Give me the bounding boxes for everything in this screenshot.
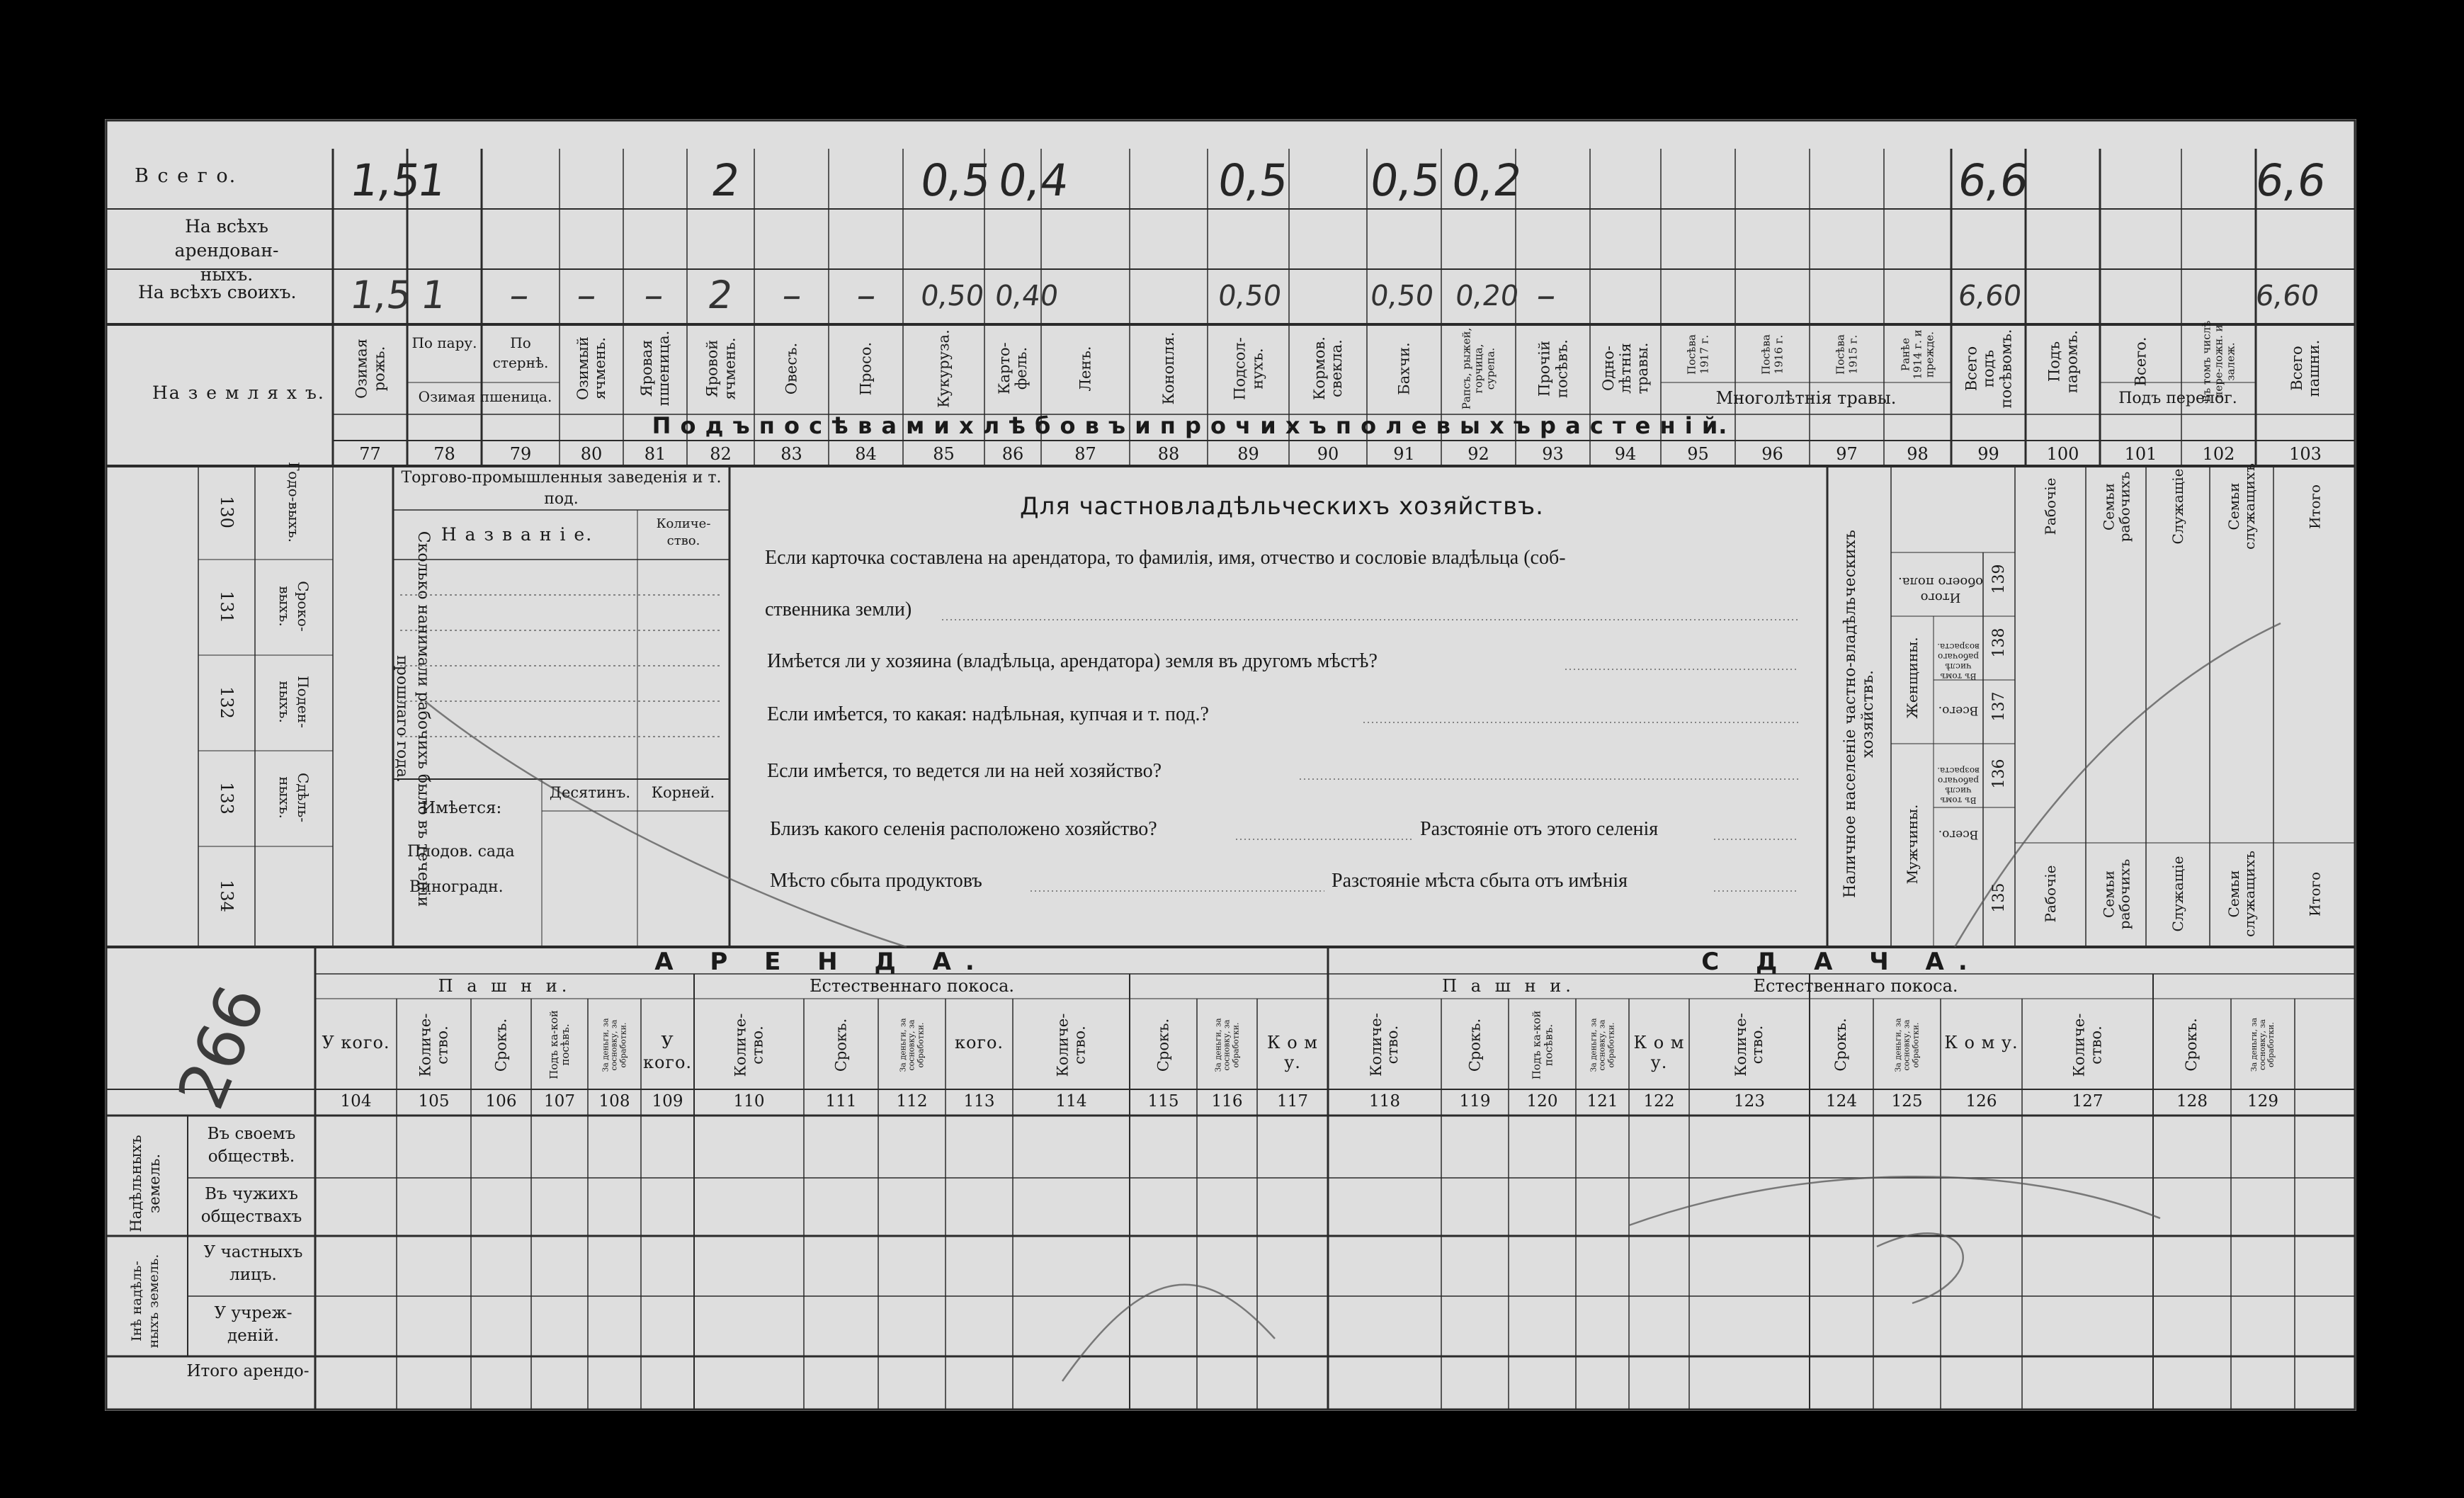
workers-row-label: Сдѣль-ныхъ.: [276, 772, 312, 822]
crop-col-number: 79: [509, 444, 532, 464]
lease-col-number: 129: [2247, 1092, 2278, 1111]
arenda-banner: А Р Е Н Д А.: [654, 948, 989, 976]
total-leased-label: Итого арендо-: [186, 1362, 310, 1380]
crop-col-label: Въ томъ числѣ пере-ложн. и залеж.: [2199, 320, 2237, 402]
workers-vertical-label: Сколько нанимали рабочихъ было въ теченіи прошлаго года.: [393, 530, 432, 907]
lease-col-number: 128: [2176, 1092, 2208, 1111]
lease-col-header: За деньги, за сосновку, за обработки.: [898, 1017, 925, 1072]
crop-col-label: Просо.: [857, 341, 875, 395]
lease-col-number: 106: [485, 1092, 517, 1111]
winter-wheat-label: Озимая пшеница.: [418, 388, 552, 405]
crop-col-number: 93: [1542, 444, 1564, 464]
handwritten-own-value: –: [506, 273, 533, 317]
crop-col-number: 96: [1761, 444, 1783, 464]
side-handwritten-number: 266: [163, 975, 280, 1119]
crop-col-number: 101: [2124, 444, 2157, 464]
crop-col-number: 88: [1157, 444, 1180, 464]
row-label-own: На всѣхъ своихъ.: [138, 282, 297, 302]
lease-col-header: Количе-ство.: [732, 1013, 766, 1077]
lease-col-number: 114: [1055, 1092, 1087, 1111]
handwritten-total-value: 0,5: [1214, 154, 1292, 206]
population-row-number: 139: [1990, 564, 2008, 594]
population-col-header: Рабочіе: [2042, 865, 2059, 923]
population-sub-label: Въ томъ числѣ рабочаго возраста.: [1937, 642, 1980, 681]
crop-col-label: Озимая рожь.: [353, 338, 387, 399]
question-market: Мѣсто сбыта продуктовъ: [770, 870, 982, 892]
question-farming: Если имѣется, то ведется ли на ней хозяйство?: [767, 760, 1162, 782]
question-market-dist: Разстояніе мѣста сбыта отъ имѣнія: [1332, 870, 1628, 892]
population-col-header: Семьи рабочихъ: [2099, 858, 2133, 929]
crop-col-label: Ранѣе 1914 г. и прежде.: [1898, 329, 1936, 380]
crop-col-number: 81: [644, 444, 666, 464]
population-col-header: Семьи служащихъ: [2225, 463, 2258, 550]
crop-col-label: Посѣва 1917 г.: [1685, 334, 1710, 375]
allot-lands-label: Надѣльныхъ земель.: [127, 1135, 163, 1232]
lease-col-number: 107: [544, 1092, 575, 1111]
private-title: Для частновладѣльческихъ хозяйствъ.: [1020, 492, 1544, 521]
crop-col-label: Одно-лѣтнія травы.: [1599, 342, 1652, 395]
fallow-label: Подъ перелог.: [2118, 390, 2237, 407]
lease-col-number: 120: [1526, 1092, 1558, 1111]
handwritten-own-value: 6,60: [2253, 280, 2322, 312]
handwritten-total-value: 2: [708, 154, 744, 206]
population-col-header: Служащіе: [2169, 468, 2186, 545]
lease-col-number: 113: [963, 1092, 995, 1111]
crop-col-number: 90: [1317, 444, 1339, 464]
workers-row-number: 130: [217, 496, 237, 528]
lease-col-header: За деньги, за сосновку, за обработки.: [2249, 1017, 2276, 1072]
population-both-total: Итого обоего пола.: [1898, 574, 1983, 605]
crop-col-label: Посѣва 1915 г.: [1834, 334, 1859, 375]
trade-qty-header: Количе-ство.: [656, 516, 711, 548]
population-sub-label: Всего.: [1938, 703, 1979, 717]
crop-col-number: 78: [433, 444, 455, 464]
lease-col-number: 112: [896, 1092, 928, 1111]
lease-col-number: 116: [1211, 1092, 1243, 1111]
crop-col-label: Прочій посѣвъ.: [1535, 339, 1570, 398]
crop-col-number: 103: [2289, 444, 2322, 464]
question-village-dist: Разстояніе отъ этого селенія: [1420, 818, 1659, 840]
lease-arable: П а ш н и.: [438, 976, 572, 996]
crop-col-number: 82: [710, 444, 732, 464]
crop-col-number: 86: [1001, 444, 1024, 464]
crop-col-label: Озимый ячмень.: [574, 336, 608, 400]
other-community-label: Въ чужихъ обществахъ: [200, 1185, 302, 1226]
trade-title: Торгово-промышленныя заведенія и т. под.: [401, 469, 722, 508]
handwritten-own-value: 0,50: [1215, 280, 1284, 312]
handwritten-total-value: 6,6: [2252, 154, 2329, 206]
question-other-land: Имѣется ли у хозяина (владѣльца, арендатора) земля въ другомъ мѣстѣ?: [767, 650, 1378, 672]
handwritten-own-value: –: [574, 273, 600, 317]
crop-col-label: Ленъ.: [1077, 346, 1094, 391]
crop-col-number: 98: [1907, 444, 1929, 464]
lease-col-header: Срокъ.: [1154, 1018, 1171, 1072]
handwritten-own-value: –: [779, 273, 805, 317]
sublet-meadow: Естественнаго покоса.: [1753, 976, 1958, 996]
handwritten-total-value: 1,5: [346, 154, 424, 206]
lease-col-header: К о м у.: [1267, 1033, 1318, 1072]
lease-col-number: 123: [1734, 1092, 1765, 1111]
women-label: Женщины.: [1904, 637, 1921, 719]
population-col-header: Итого: [2305, 871, 2323, 917]
handwritten-own-value: 0,50: [918, 280, 987, 312]
lease-col-number: 127: [2072, 1092, 2104, 1111]
workers-row-label: Сроко-выхъ.: [276, 580, 312, 632]
lease-col-header: Подъ ка-кой посѣвъ.: [547, 1010, 572, 1079]
handwritten-own-value: 1,5: [347, 273, 415, 317]
handwritten-own-value: 0,50: [1368, 280, 1436, 312]
crop-col-number: 85: [933, 444, 955, 464]
lease-col-header: кого.: [954, 1033, 1004, 1052]
lease-col-header: Количе-ство.: [1732, 1013, 1766, 1077]
crop-col-label: Подсол-нухъ.: [1231, 336, 1266, 400]
population-col-header: Семьи служащихъ: [2225, 851, 2258, 937]
lease-col-number: 119: [1459, 1092, 1491, 1111]
lease-col-header: Срокъ.: [1832, 1018, 1850, 1072]
crop-col-label: Всего пашни.: [2288, 339, 2322, 397]
lease-col-header: К о м у.: [1633, 1033, 1685, 1072]
workers-row-number: 133: [217, 781, 237, 815]
crop-col-number: 87: [1074, 444, 1096, 464]
lease-col-number: 125: [1891, 1092, 1923, 1111]
population-col-header: Итого: [2305, 484, 2323, 529]
lease-col-header: К о м у.: [1944, 1033, 2019, 1052]
crop-col-label: Подъ паромъ.: [2045, 329, 2080, 393]
crop-col-number: 83: [780, 444, 802, 464]
population-sub-label: Всего.: [1938, 827, 1979, 841]
population-col-header: Служащіе: [2169, 856, 2186, 932]
lease-meadow: Естественнаго покоса.: [809, 976, 1015, 996]
men-label: Мужчины.: [1904, 804, 1921, 885]
population-row-number: 135: [1990, 883, 2008, 913]
institutions-label: У учреж-деній.: [214, 1304, 293, 1345]
workers-row-number: 131: [217, 590, 237, 623]
lease-col-header: Количе-ство.: [416, 1013, 450, 1077]
crop-col-label: Яровая пшеница.: [637, 330, 672, 407]
crop-col-label: Всего подъ посѣвомъ.: [1963, 329, 2014, 408]
crop-col-number: 77: [359, 444, 381, 464]
orchards-label: Плодов. сада: [407, 843, 515, 861]
crop-col-label: Рапсъ, рыжей, горчица, сурепа.: [1459, 327, 1497, 409]
handwritten-own-value: –: [641, 273, 667, 317]
crop-col-label: Бахчи.: [1395, 341, 1413, 395]
other-lands-label: Інѣ надѣль-ныхъ земель.: [129, 1254, 161, 1349]
handwritten-own-value: 0,20: [1453, 280, 1521, 312]
lease-col-header: Срокъ.: [492, 1018, 509, 1072]
handwritten-own-value: 0,40: [992, 280, 1061, 312]
handwritten-total-value: 0,4: [994, 154, 1072, 206]
question-land-type: Если имѣется, то какая: надѣльная, купчая и т. под.?: [767, 703, 1209, 725]
lease-col-number: 111: [825, 1092, 857, 1111]
crop-col-label: Овесъ.: [783, 342, 800, 395]
lease-col-header: Количе-ство.: [2070, 1013, 2104, 1077]
crop-col-label: Карто-фель.: [995, 342, 1030, 395]
crop-col-number: 95: [1687, 444, 1709, 464]
population-col-header: Семьи рабочихъ: [2099, 471, 2133, 542]
lease-col-header: За деньги, за сосновку, за обработки.: [1589, 1017, 1616, 1072]
lease-col-number: 118: [1369, 1092, 1400, 1111]
lease-col-header: Количе-ство.: [1054, 1013, 1088, 1077]
desyat-header: Десятинъ.: [549, 784, 631, 801]
crop-col-label: Кукуруза.: [935, 329, 953, 408]
lease-col-number: 110: [733, 1092, 765, 1111]
workers-row-number: 134: [217, 880, 237, 912]
question-owner-cont: ственника земли): [765, 598, 912, 620]
lease-col-header: За деньги, за сосновку, за обработки.: [1213, 1017, 1240, 1072]
workers-row-label: Поден-ныхъ.: [276, 675, 312, 728]
population-row-number: 137: [1990, 691, 2008, 722]
lease-col-header: Срокъ.: [831, 1018, 849, 1072]
population-vertical-label: Наличное населеніе частно-владѣльческихъ хозяйствъ.: [1841, 530, 1877, 898]
lease-col-number: 109: [652, 1092, 683, 1111]
handwritten-own-value: 6,60: [1955, 280, 2024, 312]
lease-col-number: 105: [418, 1092, 450, 1111]
sublet-arable: П а ш н и.: [1442, 976, 1575, 996]
crop-col-label: Яровой ячмень.: [703, 337, 738, 399]
lease-col-number: 126: [1965, 1092, 1997, 1111]
sdacha-banner: С Д А Ч А.: [1701, 948, 1982, 976]
lease-col-number: 108: [598, 1092, 630, 1111]
handwritten-own-value: –: [853, 273, 880, 317]
crop-col-number: 100: [2046, 444, 2079, 464]
crop-col-label: Всего.: [2132, 336, 2150, 386]
handwritten-own-value: 1: [418, 273, 449, 317]
lease-col-header: Срокъ.: [2183, 1018, 2201, 1072]
handwritten-own-value: –: [1533, 273, 1560, 317]
crop-col-number: 80: [580, 444, 603, 464]
population-row-number: 138: [1990, 628, 2008, 658]
crop-col-number: 97: [1836, 444, 1858, 464]
has-label: Имѣется:: [421, 799, 502, 817]
perennial-label: Многолѣтнія травы.: [1715, 388, 1897, 408]
row-label-total: В с е г о.: [135, 165, 237, 187]
handwritten-total-value: 1: [414, 154, 450, 206]
own-community-label: Въ своемъ обществѣ.: [207, 1125, 296, 1166]
handwritten-own-value: 2: [705, 273, 736, 317]
lease-col-header: Подъ ка-кой посѣвъ.: [1530, 1010, 1555, 1079]
handwritten-total-value: 0,2: [1448, 154, 1526, 206]
workers-row-number: 132: [217, 686, 237, 719]
under-crops-banner: П о д ъ п о с ѣ в а м и х л ѣ б о в ъ и п р о ч и х ъ п о л е в ы х ъ р а с т е н і й.: [652, 412, 1728, 439]
handwritten-total-value: 6,6: [1954, 154, 2032, 206]
lease-col-header: У кого.: [322, 1033, 390, 1052]
row-label-rented: На всѣхъ арендован- ныхъ.: [174, 216, 279, 285]
crop-col-label: Посѣва 1916 г.: [1759, 334, 1785, 375]
crop-col-number: 99: [1977, 444, 1999, 464]
lease-col-number: 122: [1643, 1092, 1675, 1111]
private-persons-label: У частныхъ лицъ.: [203, 1243, 303, 1284]
row-label-on-lands: На з е м л я х ъ.: [152, 382, 325, 403]
crop-col-number: 89: [1237, 444, 1259, 464]
crop-col-label: По стернѣ.: [492, 334, 549, 371]
population-col-header: Рабочіе: [2042, 477, 2059, 535]
vineyards-label: Виноградн.: [409, 878, 504, 896]
roots-header: Корней.: [651, 784, 715, 801]
question-village: Близъ какого селенія расположено хозяйство?: [770, 818, 1157, 840]
lease-col-number: 121: [1586, 1092, 1618, 1111]
crop-col-number: 92: [1467, 444, 1489, 464]
workers-row-label: Годо-выхъ.: [285, 462, 302, 543]
trade-name-header: Н а з в а н і е.: [441, 524, 594, 545]
crop-col-number: 94: [1614, 444, 1637, 464]
population-sub-label: Въ томъ числѣ рабочаго возраста.: [1937, 766, 1980, 805]
crop-col-label: По пару.: [411, 334, 477, 351]
lease-col-header: Количе-ство.: [1367, 1013, 1401, 1077]
lease-col-number: 115: [1147, 1092, 1179, 1111]
lease-col-header: Срокъ.: [1465, 1018, 1483, 1072]
question-owner: Если карточка составлена на арендатора, то фамилія, имя, отчество и сословіе владѣльца (соб-: [765, 547, 1566, 569]
lease-col-header: У кого.: [642, 1033, 693, 1072]
handwritten-total-value: 0,5: [1366, 154, 1444, 206]
lease-col-number: 104: [340, 1092, 372, 1111]
handwritten-total-value: 0,5: [916, 154, 994, 206]
lease-col-number: 124: [1826, 1092, 1857, 1111]
crop-col-label: Кормов. свекла.: [1310, 336, 1345, 400]
crop-col-number: 84: [855, 444, 877, 464]
lease-col-header: За деньги, за сосновку, за обработки.: [601, 1017, 628, 1072]
crop-col-number: 102: [2202, 444, 2235, 464]
lease-col-header: За деньги, за сосновку, за обработки.: [1893, 1017, 1920, 1072]
lease-col-number: 117: [1277, 1092, 1308, 1111]
crop-col-number: 91: [1393, 444, 1415, 464]
population-row-number: 136: [1990, 759, 2008, 789]
crop-col-label: Конопля.: [1159, 331, 1177, 405]
